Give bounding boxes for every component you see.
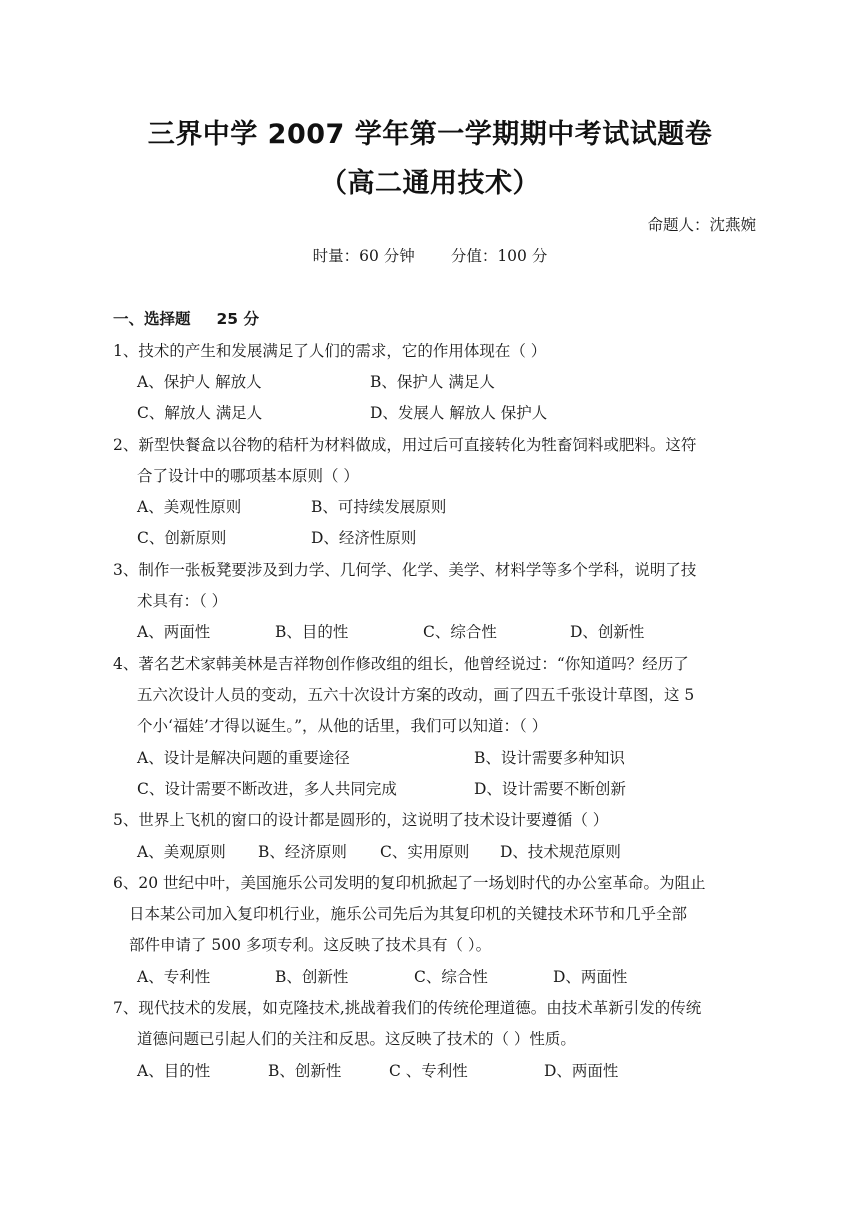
- question-1-option-c: C、解放人 满足人: [137, 404, 263, 422]
- question-4-line-3: 个小‘福娃’才得以诞生。”，从他的话里，我们可以知道：（ ）: [137, 717, 548, 735]
- question-4-line-1: 4、著名艺术家韩美林是吉祥物创作修改组的组长，他曾经说过：“你知道吗？经历了: [113, 655, 689, 673]
- question-3-option-b: B、目的性: [275, 623, 349, 641]
- question-4-option-c: C、设计需要不断改进，多人共同完成: [137, 780, 397, 798]
- exam-title: 三界中学 2007 学年第一学期期中考试试题卷: [147, 119, 713, 150]
- question-2-option-d: D、经济性原则: [311, 529, 417, 547]
- exam-score: 分值：100 分: [450, 247, 548, 265]
- question-4-line-2: 五六次设计人员的变动，五六十次设计方案的改动，画了四五千张设计草图，这 5: [137, 686, 695, 704]
- question-3-option-a: A、两面性: [137, 623, 211, 641]
- question-3-option-c: C、综合性: [423, 623, 497, 641]
- question-7-option-c: C 、专利性: [389, 1062, 468, 1080]
- question-1-line-1: 1、技术的产生和发展满足了人们的需求，它的作用体现在（ ）: [113, 342, 547, 360]
- author-line: 命题人：沈燕婉: [647, 216, 756, 234]
- question-6-line-1: 6、20 世纪中叶，美国施乐公司发明的复印机掀起了一场划时代的办公室革命。为阻止: [113, 874, 706, 892]
- question-6-option-d: D、两面性: [553, 968, 628, 986]
- exam-subtitle: （高二通用技术）: [320, 168, 540, 199]
- question-2-line-2: 合了设计中的哪项基本原则（ ）: [137, 467, 359, 485]
- question-1-option-a: A、保护人 解放人: [137, 373, 262, 391]
- question-2-option-c: C、创新原则: [137, 529, 227, 547]
- question-2-line-1: 2、新型快餐盒以谷物的秸杆为材料做成，用过后可直接转化为牲畜饲料或肥料。这符: [113, 436, 697, 454]
- exam-meta: [0, 244, 860, 266]
- question-2-option-a: A、美观性原则: [137, 498, 242, 516]
- question-4-option-a: A、设计是解决问题的重要途径: [137, 749, 350, 767]
- question-3-line-1: 3、制作一张板凳要涉及到力学、几何学、化学、美学、材料学等多个学科，说明了技: [113, 561, 697, 579]
- section-points: 25 分: [216, 310, 259, 328]
- question-5-option-d: D、技术规范原则: [500, 843, 621, 861]
- question-4-option-d: D、设计需要不断创新: [474, 780, 626, 798]
- section-heading: [113, 307, 259, 329]
- question-5-option-b: B、经济原则: [258, 843, 347, 861]
- question-6-line-3: 部件申请了 500 多项专利。这反映了技术具有（ ）。: [129, 936, 492, 954]
- question-6-option-b: B、创新性: [275, 968, 349, 986]
- question-7-option-d: D、两面性: [544, 1062, 619, 1080]
- question-5-option-c: C、实用原则: [380, 843, 470, 861]
- question-6-line-2: 日本某公司加入复印机行业，施乐公司先后为其复印机的关键技术环节和几乎全部: [129, 905, 688, 923]
- question-7-line-1: 7、现代技术的发展，如克隆技术,挑战着我们的传统伦理道德。由技术革新引发的传统: [113, 999, 702, 1017]
- question-3-option-d: D、创新性: [570, 623, 645, 641]
- question-1-option-b: B、保护人 满足人: [370, 373, 495, 391]
- question-6-option-c: C、综合性: [414, 968, 488, 986]
- question-5-line-1: 5、世界上飞机的窗口的设计都是圆形的，这说明了技术设计要遵循（ ）: [113, 811, 609, 829]
- question-7-option-b: B、创新性: [268, 1062, 342, 1080]
- question-1-option-d: D、发展人 解放人 保护人: [370, 404, 548, 422]
- exam-time: 时量：60 分钟: [312, 247, 415, 265]
- question-2-option-b: B、可持续发展原则: [311, 498, 447, 516]
- question-6-option-a: A、专利性: [137, 968, 211, 986]
- question-7-line-2: 道德问题已引起人们的关注和反思。这反映了技术的（ ）性质。: [137, 1030, 576, 1048]
- section-name: 一、选择题: [113, 310, 191, 328]
- question-3-line-2: 术具有：（ ）: [137, 592, 228, 610]
- question-5-option-a: A、美观原则: [137, 843, 226, 861]
- question-7-option-a: A、目的性: [137, 1062, 211, 1080]
- question-4-option-b: B、设计需要多种知识: [474, 749, 625, 767]
